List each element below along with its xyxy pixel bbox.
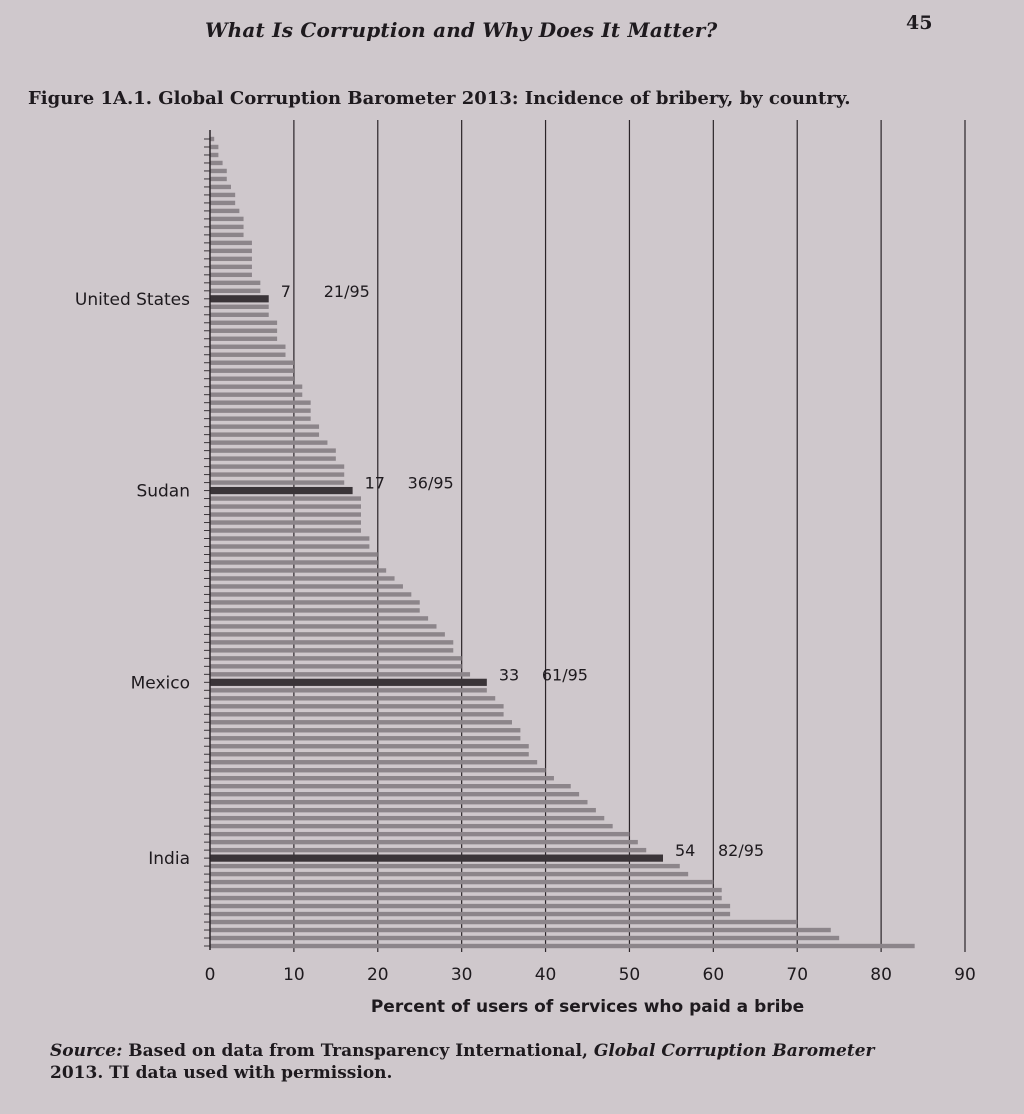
figure-title: Figure 1A.1. Global Corruption Barometer 2013: Incidence of bribery, by country. xyxy=(28,88,851,109)
bar xyxy=(210,720,512,724)
bar xyxy=(210,392,302,396)
bar xyxy=(210,145,218,149)
bar xyxy=(210,384,302,388)
source-publication: Global Corruption Barometer xyxy=(593,1041,875,1061)
bar xyxy=(210,496,361,500)
bar xyxy=(210,424,319,428)
bar xyxy=(210,560,378,564)
bar xyxy=(210,161,223,165)
bar xyxy=(210,712,504,716)
highlight-country-label: India xyxy=(148,849,190,870)
bar xyxy=(210,456,336,460)
bar xyxy=(210,504,361,508)
bar xyxy=(210,536,369,540)
bar xyxy=(210,760,537,764)
bar xyxy=(210,313,269,317)
bar xyxy=(210,321,277,325)
bar xyxy=(210,864,680,868)
bar xyxy=(210,696,495,700)
figure-source xyxy=(50,1040,1010,1084)
bar xyxy=(210,608,420,612)
bar-highlight xyxy=(210,295,269,302)
bar xyxy=(210,233,244,237)
bar xyxy=(210,848,646,852)
bar xyxy=(210,209,239,213)
highlight-rank-label: 36/95 xyxy=(407,473,454,493)
bar xyxy=(210,169,227,173)
bar xyxy=(210,305,269,309)
bar xyxy=(210,440,327,444)
bar xyxy=(210,201,235,205)
bar xyxy=(210,464,344,468)
bar xyxy=(210,400,311,404)
bar xyxy=(210,688,487,692)
bar xyxy=(210,832,629,836)
bar xyxy=(210,800,588,804)
bar xyxy=(210,768,546,772)
bar xyxy=(210,576,395,580)
bar xyxy=(210,624,437,628)
x-tick-label: 50 xyxy=(618,965,641,985)
highlight-country-label: Sudan xyxy=(136,481,190,502)
bar xyxy=(210,648,453,652)
bar xyxy=(210,329,277,333)
bar xyxy=(210,912,730,916)
bar xyxy=(210,568,386,572)
highlight-rank-label: 61/95 xyxy=(541,665,588,685)
highlight-rank-label: 21/95 xyxy=(323,281,370,301)
bar xyxy=(210,928,831,932)
bar xyxy=(210,257,252,261)
bar xyxy=(210,888,722,892)
bar xyxy=(210,896,722,900)
bar xyxy=(210,616,428,620)
bar xyxy=(210,816,604,820)
bar xyxy=(210,281,260,285)
bar xyxy=(210,480,344,484)
bar xyxy=(210,472,344,476)
bar xyxy=(210,361,294,365)
highlight-country-label: Mexico xyxy=(130,673,190,694)
bar xyxy=(210,600,420,604)
highlight-rank-label: 82/95 xyxy=(718,841,765,861)
highlight-country-label: United States xyxy=(74,289,190,310)
source-label: Source: xyxy=(50,1041,123,1061)
bar xyxy=(210,808,596,812)
bar xyxy=(210,185,231,189)
bar xyxy=(210,840,638,844)
highlight-value-label: 17 xyxy=(364,473,385,493)
bar-highlight xyxy=(210,679,487,686)
bar xyxy=(210,752,529,756)
page-number: 45 xyxy=(906,12,933,34)
bar xyxy=(210,432,319,436)
bar xyxy=(210,217,244,221)
x-tick-label: 70 xyxy=(786,965,809,985)
x-axis-label: Percent of users of services who paid a bribe xyxy=(370,997,805,1017)
bar xyxy=(210,153,218,157)
bar xyxy=(210,920,797,924)
bar xyxy=(210,944,915,948)
bar xyxy=(210,448,336,452)
bar xyxy=(210,369,294,373)
bar xyxy=(210,632,445,636)
bar xyxy=(210,744,529,748)
x-tick-label: 10 xyxy=(283,965,305,985)
source-text-a: Based on data from Transparency International, xyxy=(128,1041,588,1061)
bar xyxy=(210,177,227,181)
bar xyxy=(210,880,713,884)
bar xyxy=(210,736,520,740)
bar xyxy=(210,377,294,381)
x-tick-label: 20 xyxy=(366,965,389,985)
bar xyxy=(210,528,361,532)
bar xyxy=(210,672,470,676)
bar xyxy=(210,408,311,412)
bar-highlight xyxy=(210,487,353,494)
bar xyxy=(210,792,579,796)
bar xyxy=(210,345,286,349)
x-tick-label: 30 xyxy=(450,965,473,985)
bar xyxy=(210,936,839,940)
bar xyxy=(210,584,403,588)
bar xyxy=(210,273,252,277)
bar xyxy=(210,416,311,420)
bar xyxy=(210,640,453,644)
bar xyxy=(210,353,286,357)
bar-highlight xyxy=(210,855,663,862)
bar xyxy=(210,544,369,548)
x-tick-label: 80 xyxy=(870,965,892,985)
bar xyxy=(210,520,361,524)
x-tick-label: 60 xyxy=(702,965,725,985)
bar xyxy=(210,784,571,788)
bar xyxy=(210,249,252,253)
bar xyxy=(210,656,462,660)
bar xyxy=(210,552,378,556)
highlight-value-label: 33 xyxy=(498,665,520,685)
bar xyxy=(210,512,361,516)
bar xyxy=(210,728,520,732)
bar xyxy=(210,592,411,596)
x-tick-label: 40 xyxy=(534,965,557,985)
running-head: What Is Corruption and Why Does It Matter? xyxy=(205,18,718,42)
x-tick-label: 0 xyxy=(204,965,216,985)
bar xyxy=(210,824,613,828)
highlight-value-label: 7 xyxy=(280,281,291,301)
bar xyxy=(210,241,252,245)
bar xyxy=(210,872,688,876)
source-text-b: 2013. TI data used with permission. xyxy=(50,1063,393,1083)
bar xyxy=(210,776,554,780)
x-tick-label: 90 xyxy=(954,965,976,985)
bar xyxy=(210,904,730,908)
bar xyxy=(210,664,462,668)
highlight-value-label: 54 xyxy=(675,841,696,861)
bar xyxy=(210,193,235,197)
bar xyxy=(210,265,252,269)
bar xyxy=(210,289,260,293)
bar xyxy=(210,704,504,708)
bar xyxy=(210,337,277,341)
bar xyxy=(210,225,244,229)
